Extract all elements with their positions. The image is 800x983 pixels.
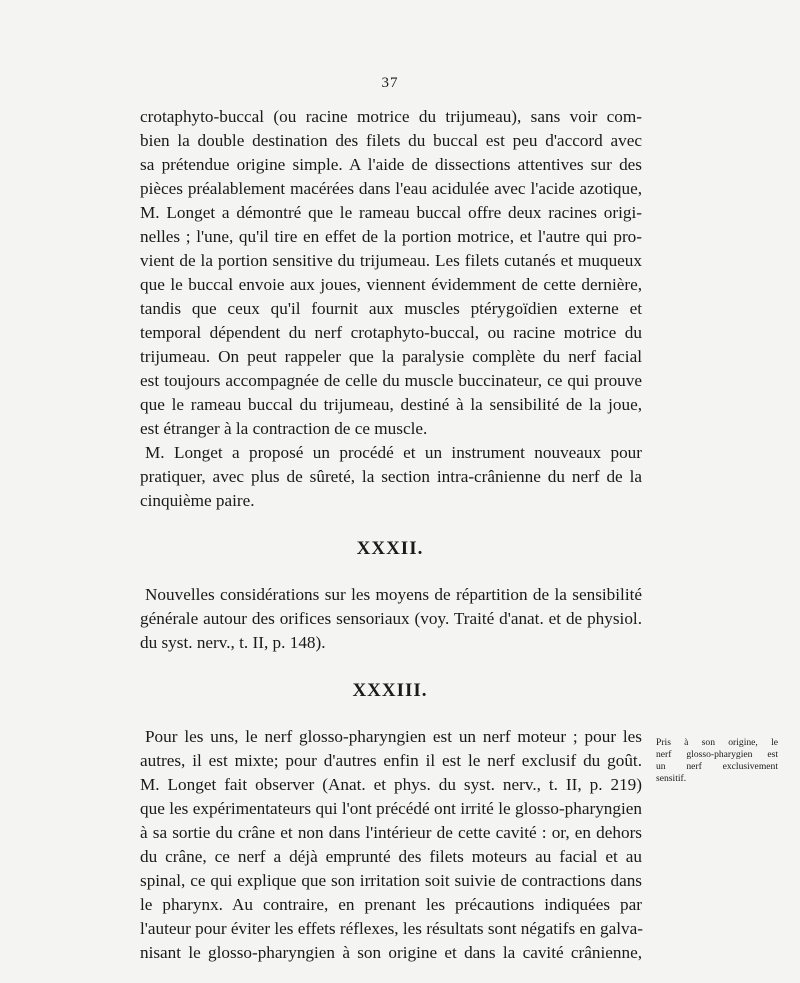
text-line: trijumeau. On peut rappeler que la paralysie complète du nerf facial — [140, 347, 642, 366]
text-line: cinquième paire. — [140, 491, 255, 510]
text-line: Nouvelles considérations sur les moyens de répartition de la sensibilité — [145, 585, 642, 604]
text-line: M. Longet a proposé un procédé et un instrument nouveaux pour — [145, 443, 642, 462]
margin-note-line: un nerf exclusivement — [656, 761, 778, 772]
margin-note-line: Pris à son origine, le — [656, 737, 778, 748]
text-line: du crâne, ce nerf a déjà emprunté des filets moteurs au facial et au — [140, 847, 642, 866]
text-line: temporal dépendent du nerf crotaphyto-buccal, ou racine motrice du — [140, 323, 642, 342]
text-line: que le rameau buccal du trijumeau, destiné à la sensibilité de la joue, — [140, 395, 642, 414]
section-heading: XXXII. — [356, 538, 424, 559]
text-line: l'auteur pour éviter les effets réflexes, les résultats sont négatifs en galva- — [140, 919, 643, 938]
text-line: Pour les uns, le nerf glosso-pharyngien est un nerf moteur ; pour les — [145, 727, 642, 746]
page-number: 37 — [381, 75, 399, 91]
text-line: à sa sortie du crâne et non dans l'intérieur de cette cavité : or, en dehors — [140, 823, 642, 842]
text-line: que le buccal envoie aux joues, viennent évidemment de cette dernière, — [140, 275, 642, 294]
text-line: M. Longet a démontré que le rameau buccal offre deux racines origi- — [140, 203, 642, 222]
text-line: nisant le glosso-pharyngien à son origine et dans la cavité crânienne, — [140, 943, 642, 962]
text-line: M. Longet fait observer (Anat. et phys. du syst. nerv., t. II, p. 219) — [140, 775, 642, 794]
text-line: sa prétendue origine simple. A l'aide de dissections attentives sur des — [140, 155, 642, 174]
text-line: autres, il est mixte; pour d'autres enfin il est le nerf exclusif du goût. — [140, 751, 642, 770]
text-line: crotaphyto-buccal (ou racine motrice du trijumeau), sans voir com- — [140, 107, 642, 126]
text-line: du syst. nerv., t. II, p. 148). — [140, 633, 326, 652]
text-line: pratiquer, avec plus de sûreté, la section intra-crânienne du nerf de la — [140, 467, 642, 486]
text-line: est étranger à la contraction de ce muscle. — [140, 419, 428, 438]
margin-note-line: nerf glosso-pharygien est — [656, 749, 778, 760]
text-line: que les expérimentateurs qui l'ont précédé ont irrité le glosso-pharyngien — [140, 799, 642, 818]
text-line: pièces préalablement macérées dans l'eau acidulée avec l'acide azotique, — [140, 179, 642, 198]
margin-note-line: sensitif. — [656, 773, 687, 784]
text-line: tandis que ceux qu'il fournit aux muscles ptérygoïdien externe et — [140, 299, 642, 318]
section-heading: XXXIII. — [352, 680, 428, 701]
text-line: vient de la portion sensitive du trijumeau. Les filets cutanés et muqueux — [140, 251, 642, 270]
text-line: nelles ; l'une, qu'il tire en effet de la portion motrice, et l'autre qui pro- — [140, 227, 642, 246]
text-line: spinal, ce qui explique que son irritation soit suivie de contractions dans — [140, 871, 642, 890]
text-line: est toujours accompagnée de celle du muscle buccinateur, ce qui prouve — [140, 371, 642, 390]
text-line: bien la double destination des filets du buccal est peu d'accord avec — [140, 131, 642, 150]
text-line: le pharynx. Au contraire, en prenant les précautions indiquées par — [140, 895, 642, 914]
text-line: générale autour des orifices sensoriaux (voy. Traité d'anat. et de physiol. — [140, 609, 642, 628]
